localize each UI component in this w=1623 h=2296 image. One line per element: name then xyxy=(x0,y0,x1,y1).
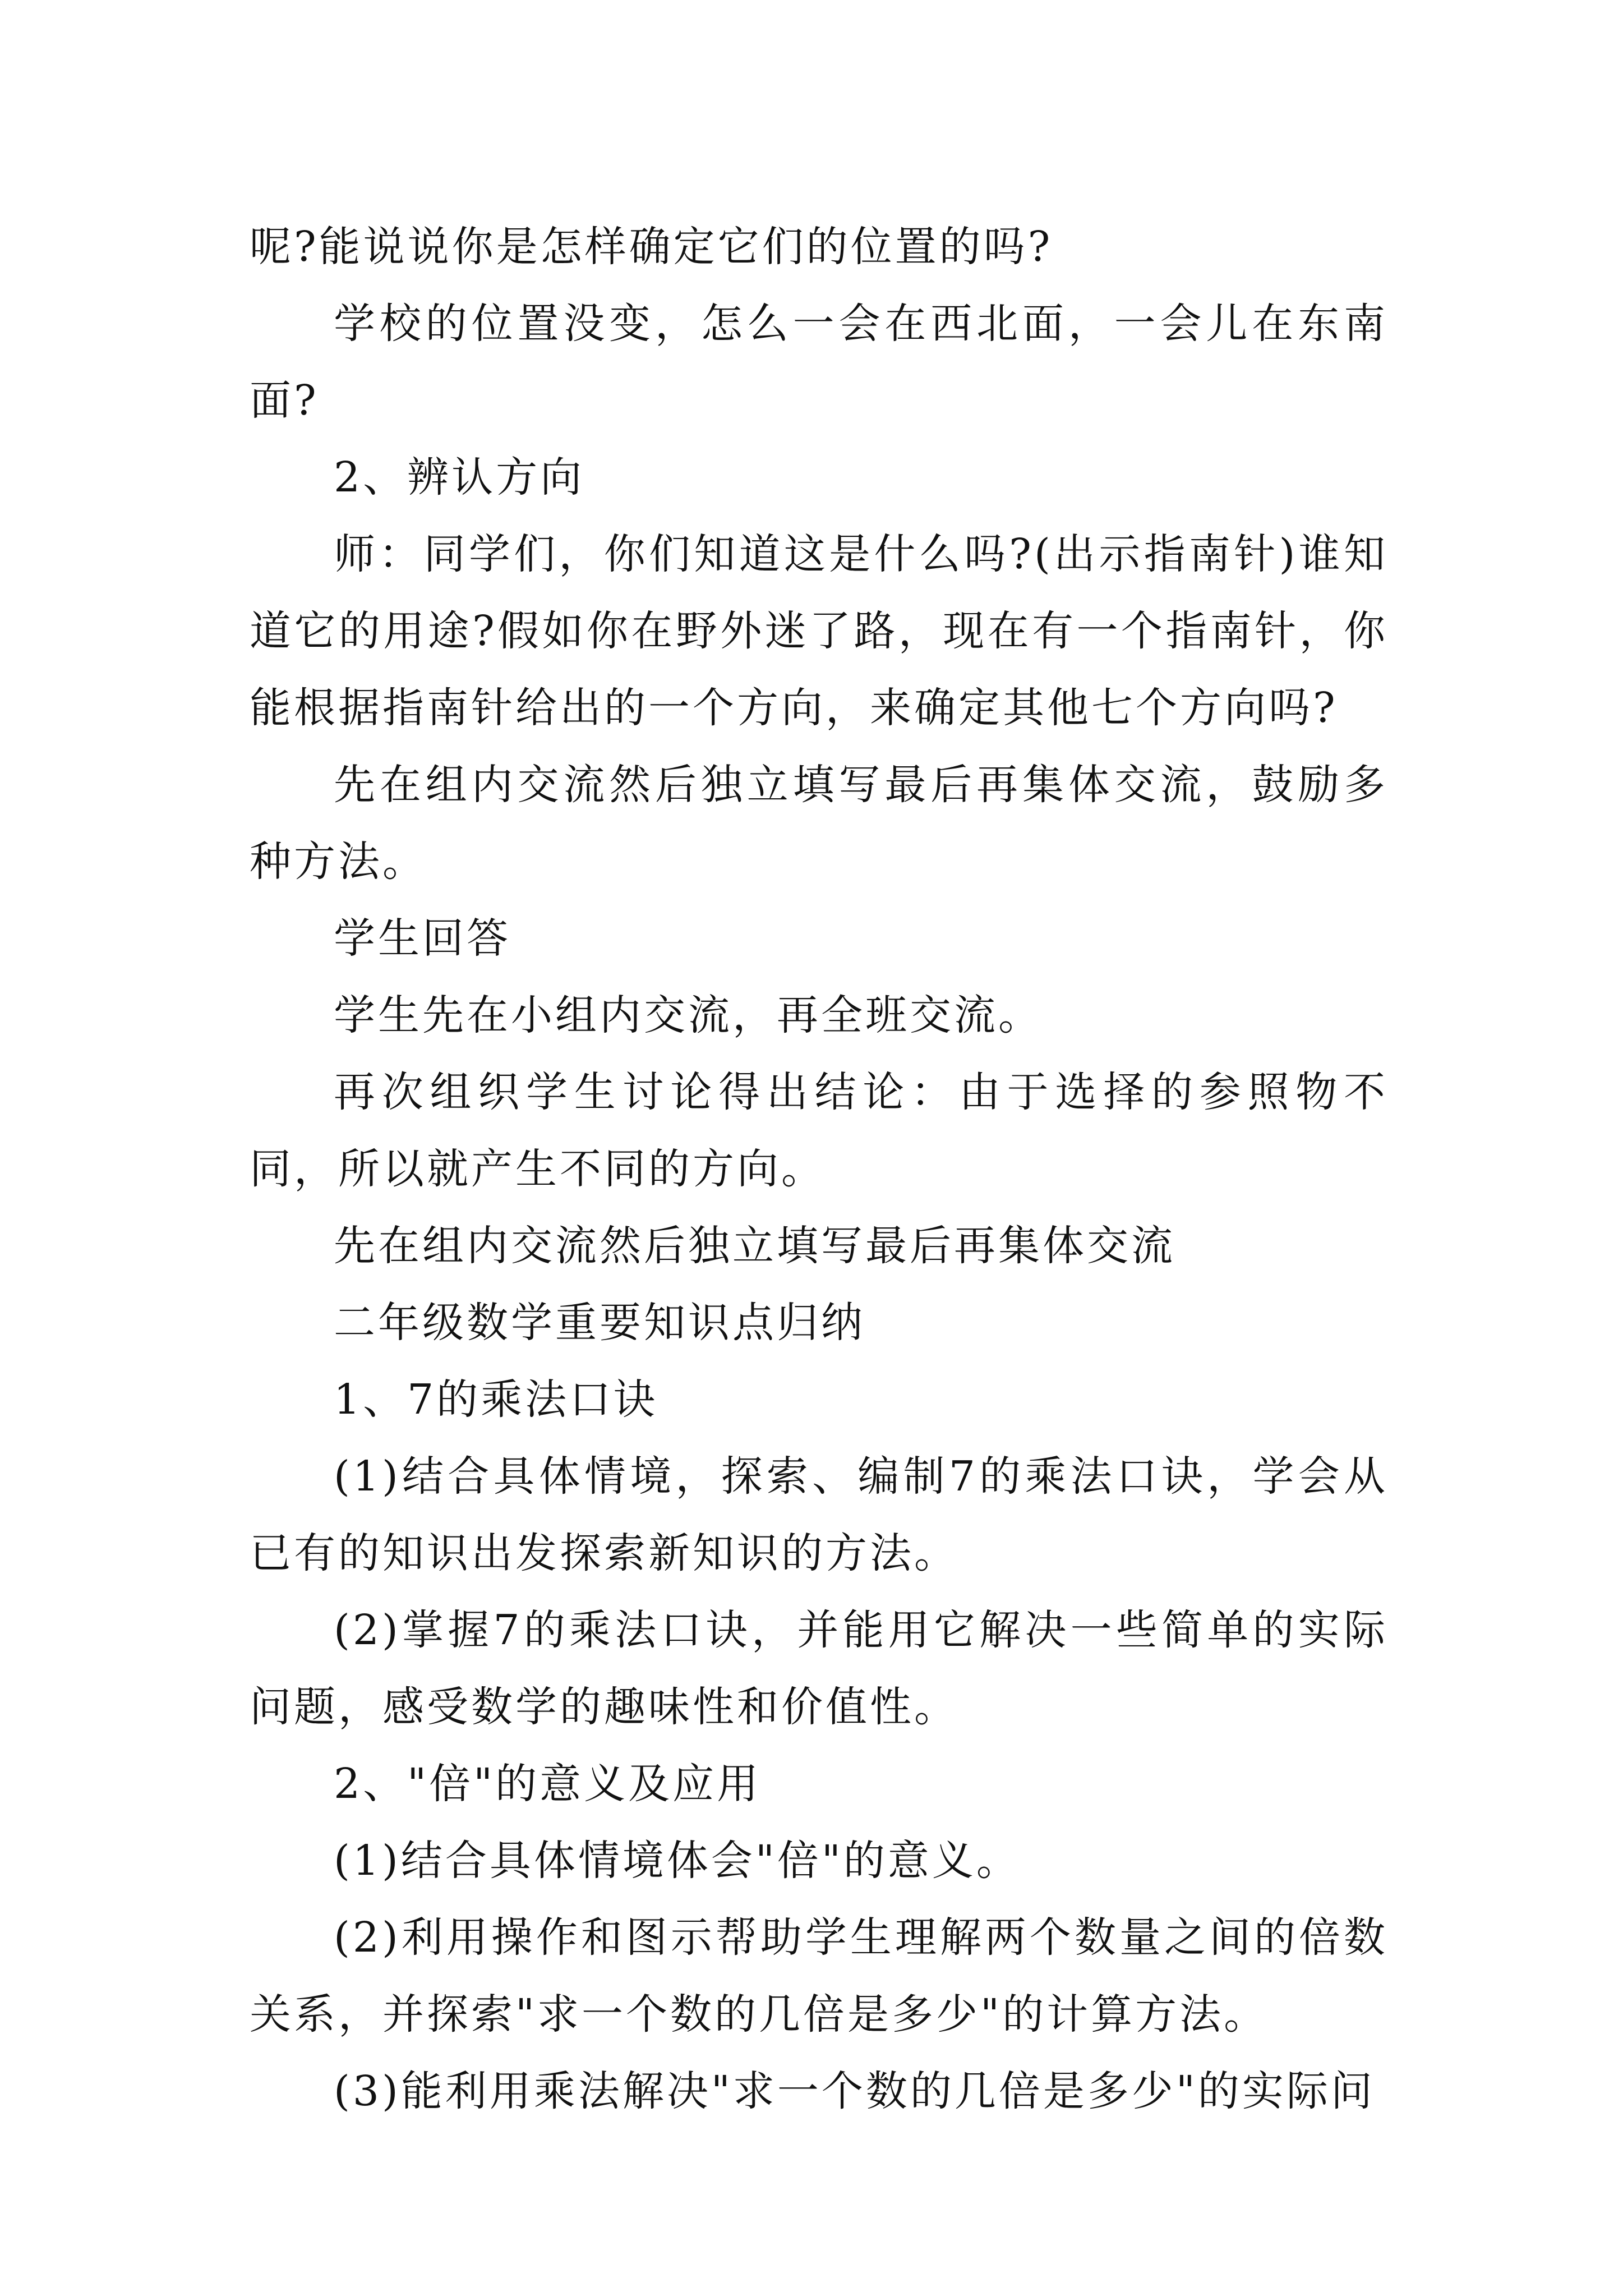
paragraph: (2)掌握7的乘法口诀，并能用它解决一些简单的实际问题，感受数学的趣味性和价值性。 xyxy=(250,1606,1388,1731)
paragraph: (2)利用操作和图示帮助学生理解两个数量之间的倍数关系，并探索"求一个数的几倍是多少"的计算方法。 xyxy=(250,1913,1388,2039)
section-heading: 二年级数学重要知识点归纳 xyxy=(334,1299,865,1347)
paragraph: (1)结合具体情境体会"倍"的意义。 xyxy=(334,1837,1021,1885)
paragraph: (3)能利用乘法解决"求一个数的几倍是多少"的实际问 xyxy=(334,2067,1375,2115)
document-body xyxy=(250,209,1388,2130)
paragraph: 学校的位置没变，怎么一会在西北面，一会儿在东南面? xyxy=(250,300,1388,425)
section-heading: 2、辨认方向 xyxy=(334,453,585,501)
paragraph: 呢?能说说你是怎样确定它们的位置的吗? xyxy=(250,223,1053,271)
paragraph: 先在组内交流然后独立填写最后再集体交流，鼓励多种方法。 xyxy=(250,761,1388,886)
paragraph: 学生回答 xyxy=(334,914,511,963)
paragraph: 学生先在小组内交流，再全班交流。 xyxy=(334,991,1043,1039)
paragraph: 再次组织学生讨论得出结论：由于选择的参照物不同，所以就产生不同的方向。 xyxy=(250,1068,1388,1193)
paragraph: 师：同学们，你们知道这是什么吗?(出示指南针)谁知道它的用途?假如你在野外迷了路，现在有一个指南针，你能根据指南针给出的一个方向，来确定其他七个方向吗? xyxy=(250,530,1388,732)
paragraph: (1)结合具体情境，探索、编制7的乘法口诀，学会从已有的知识出发探索新知识的方法。 xyxy=(250,1452,1388,1577)
section-heading: 2、"倍"的意义及应用 xyxy=(334,1760,762,1808)
paragraph: 先在组内交流然后独立填写最后再集体交流 xyxy=(334,1222,1175,1270)
section-heading: 1、7的乘法口诀 xyxy=(334,1375,658,1424)
